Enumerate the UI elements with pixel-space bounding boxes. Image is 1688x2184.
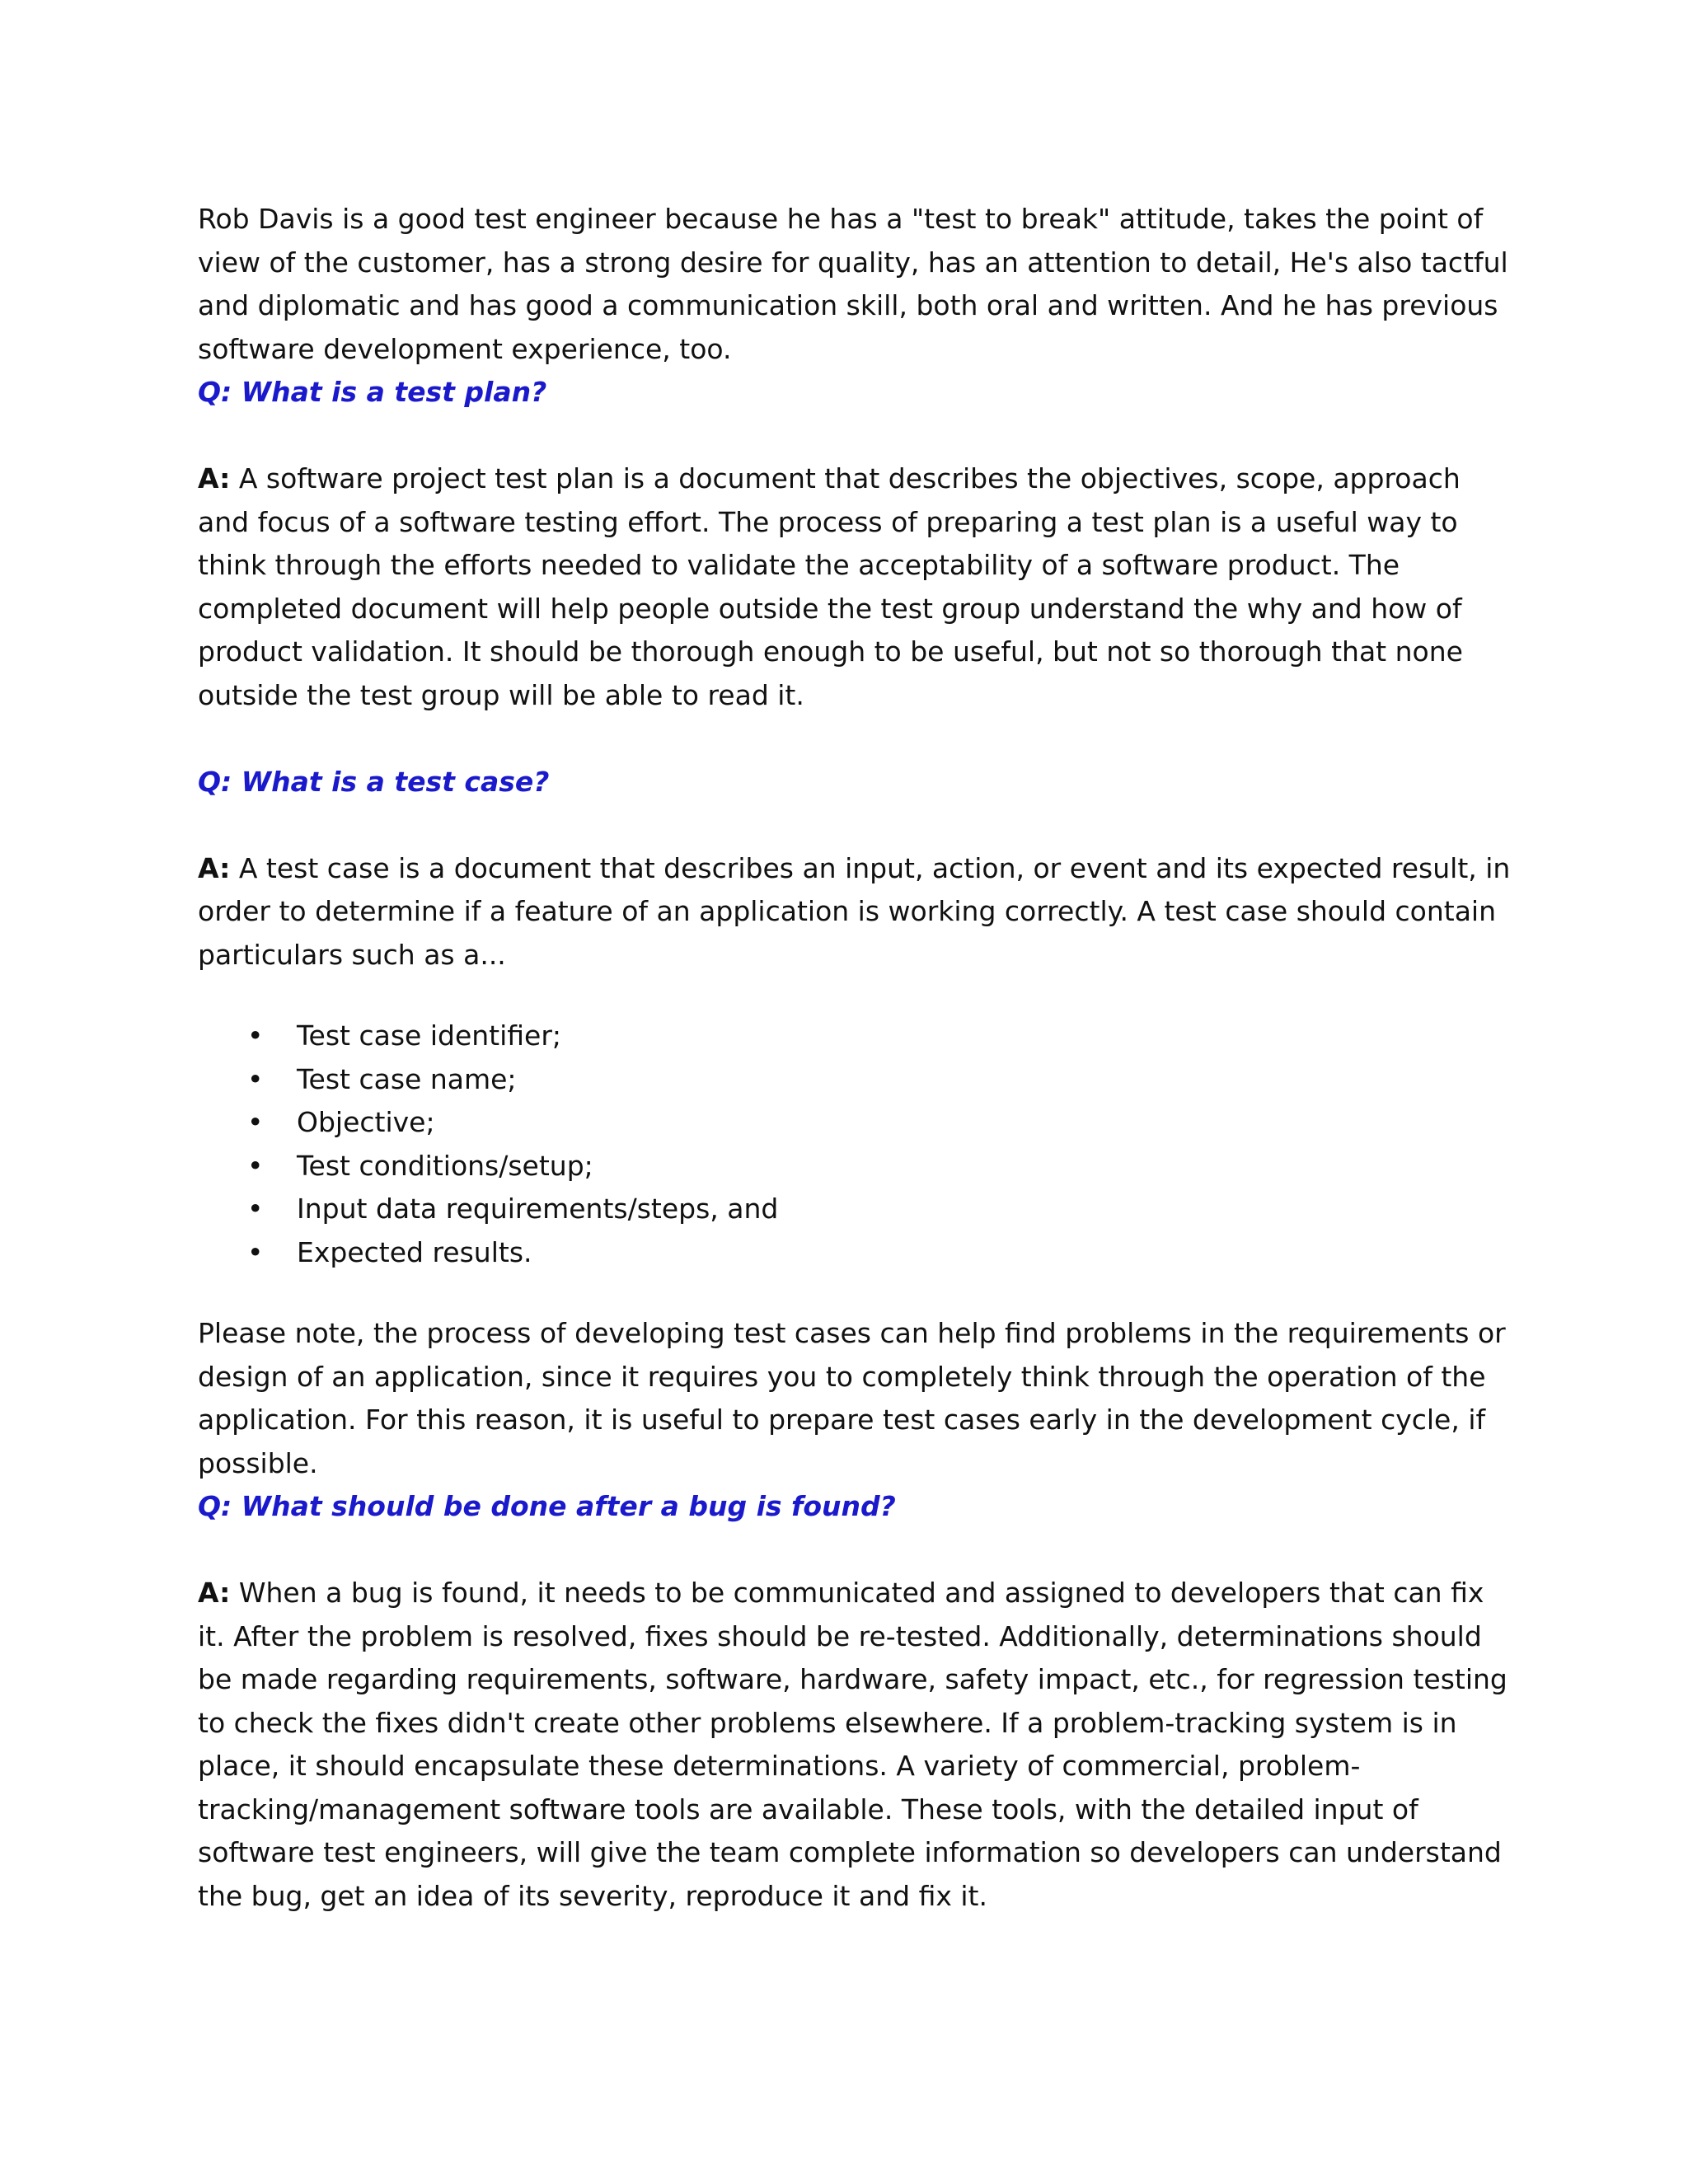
answer-text: A software project test plan is a document that describes the objectives, scope, approach and focus of a software testing effort. The process of preparing a test plan is a useful way to think through the efforts needed to validate the acceptability of a software product. The completed document will help people outside the test group understand the why and how of product validation. It should be thorough enough to be useful, but not so thorough that none outside the test group will be able to read it. <box>198 462 1463 711</box>
list-item: • Expected results. <box>198 1231 1517 1275</box>
spacer <box>198 804 1517 847</box>
answer-text: A test case is a document that describes an input, action, or event and its expected result, in order to determine if a feature of an application is working correctly. A test case should contain particulars such as a... <box>198 851 1511 971</box>
question-bug-found: Q: What should be done after a bug is found? <box>198 1490 896 1522</box>
answer-bug-found <box>198 1572 1517 1918</box>
list-item: • Test case identifier; <box>198 1015 1517 1058</box>
question-test-case: Q: What is a test case? <box>198 765 550 798</box>
bullet-icon: • <box>247 1106 264 1138</box>
list-item: • Test case name; <box>198 1058 1517 1102</box>
list-item: • Input data requirements/steps, and <box>198 1188 1517 1231</box>
spacer <box>198 1274 1517 1312</box>
answer-label: A: <box>198 851 231 884</box>
bullet-icon: • <box>247 1149 264 1182</box>
list-item: • Test conditions/setup; <box>198 1145 1517 1188</box>
spacer <box>198 1529 1517 1572</box>
spacer <box>198 717 1517 761</box>
document-page <box>198 198 1517 1918</box>
list-item: • Objective; <box>198 1101 1517 1145</box>
bullet-icon: • <box>247 1193 264 1225</box>
answer-text: When a bug is found, it needs to be communicated and assigned to developers that can fix it. After the problem is resolved, fixes should be re-tested. Additionally, determinations should be made regarding requirements, software, hardware, safety impact, etc., for regression testing to check the fixes didn't create other problems elsewhere. If a problem-tracking system is in place, it should encapsulate these determinations. A variety of commercial, problem-tracking/management software tools are available. These tools, with the detailed input of software test engineers, will give the team complete information so developers can understand the bug, get an idea of its severity, reproduce it and fix it. <box>198 1577 1507 1912</box>
answer-test-plan <box>198 457 1517 717</box>
bullet-icon: • <box>247 1062 264 1095</box>
answer-label: A: <box>198 1577 231 1609</box>
spacer <box>198 415 1517 458</box>
question-test-plan: Q: What is a test plan? <box>198 376 547 408</box>
spacer <box>198 977 1517 1015</box>
bullet-icon: • <box>247 1235 264 1268</box>
bullet-icon: • <box>247 1019 264 1052</box>
answer-label: A: <box>198 462 231 494</box>
answer-test-case <box>198 847 1517 977</box>
note-paragraph: Please note, the process of developing test cases can help find problems in the requirements or design of an application, since it requires you to completely think through the operation of the application. For this reason, it is useful to prepare test cases early in the development cycle, if possible. <box>198 1317 1506 1479</box>
intro-paragraph: Rob Davis is a good test engineer because he has a "test to break" attitude, takes the point of view of the customer, has a strong desire for quality, has an attention to detail, He's also tactful and diplomatic and has good a communication skill, both oral and written. And he has previous software development experience, too. <box>198 203 1508 365</box>
test-case-particulars-list <box>198 1015 1517 1274</box>
